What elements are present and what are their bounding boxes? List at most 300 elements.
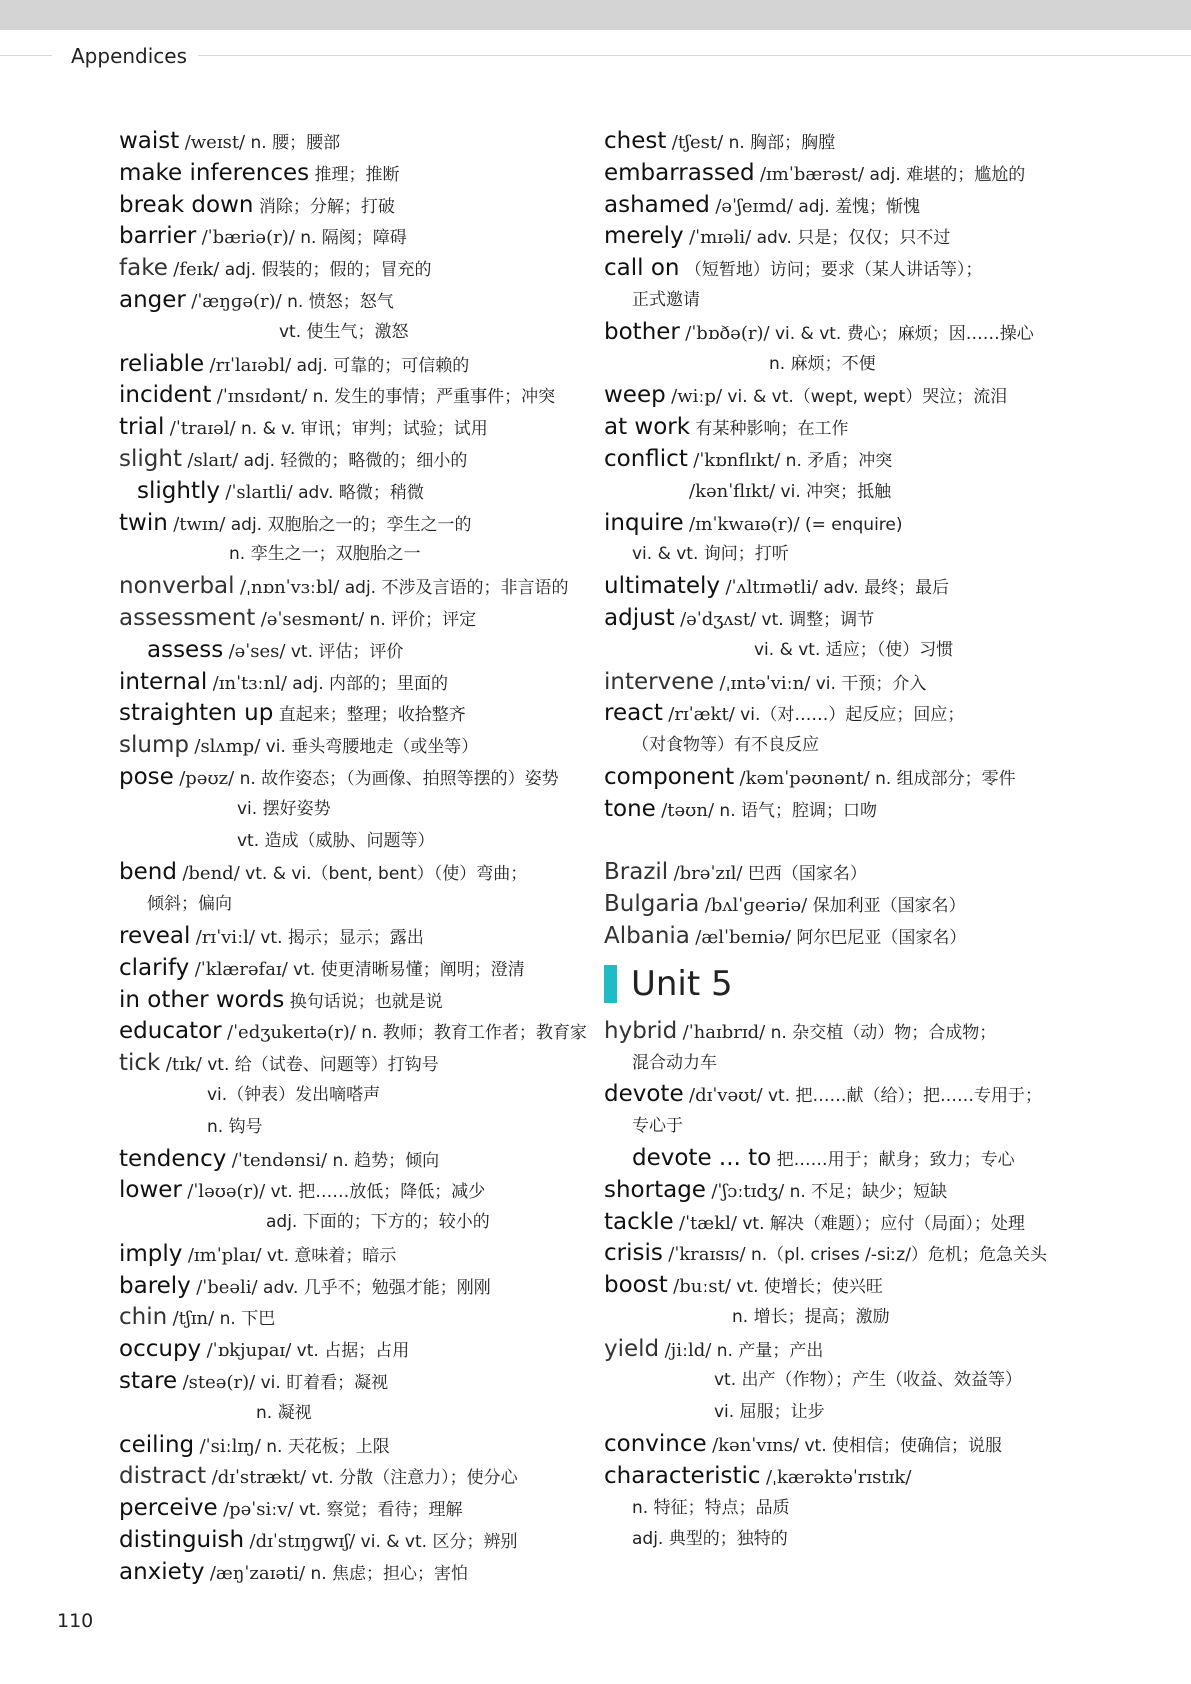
definition: n. 焦虑；担心；害怕 [310,1563,469,1584]
headword: chest [604,128,667,154]
phonetic: /bend/ [182,863,240,885]
vocab-entry [119,857,589,889]
vocab-entry [119,762,589,794]
vocab-entry [119,1144,589,1176]
phonetic: /tɪk/ [165,1054,202,1076]
phonetic: /kəmˈpəʊnənt/ [739,767,870,789]
phonetic: /ˈkraɪsɪs/ [668,1244,746,1266]
phonetic: /buːst/ [673,1276,731,1298]
vocab-entry [119,1366,589,1398]
phonetic: /bʌlˈɡeəriə/ [704,895,808,917]
phonetic: /ˈsiːlɪŋ/ [199,1435,261,1457]
definition: vt. 把……献（给）；把……专用于； [768,1086,1043,1107]
definition: vt. & vi.（bent, bent）（使）弯曲； [245,864,528,885]
phonetic: /dɪˈstrækt/ [211,1467,307,1489]
unit-title: Unit 5 [631,964,733,1005]
vocab-entry [119,889,589,921]
definition: n. 麻烦；不便 [769,353,876,374]
definition: adj. 可靠的；可信赖的 [296,355,470,376]
headword: conflict [604,445,688,472]
definition: vt. 出产（作物）；产生（收益、效益等） [714,1370,1023,1391]
vocab-entry [604,1175,1074,1207]
vocab-entry [604,126,1074,158]
phonetic: /ˈɪnsɪdənt/ [216,386,308,408]
headword: intervene [604,668,715,695]
headword: tick [119,1050,161,1077]
vocab-entry [604,380,1074,412]
phonetic: /ˌnɒnˈvɜːbl/ [239,577,340,599]
phonetic: /ɪnˈtɜːnl/ [212,672,287,694]
phonetic: /æŋˈzaɪəti/ [209,1562,306,1584]
vocab-entry [119,921,589,953]
vocab-entry [604,603,1074,635]
phonetic: /feɪk/ [173,259,220,281]
headword: ceiling [119,1431,195,1458]
definition: n. 孪生之一；双胞胎之一 [229,544,421,565]
vocab-entry [604,1048,1074,1080]
vocab-entry [604,1016,1074,1048]
headword: twin [119,509,168,536]
definition: 直起来；整理；收拾整齐 [278,705,466,726]
phonetic: /təʊn/ [661,799,715,821]
headword: tone [604,795,656,822]
definition: vi. 干预；介入 [815,673,927,694]
definition: n. 教师；教育工作者；教育家 [361,1023,587,1044]
header-rule-left [0,55,52,56]
definition: adj. 轻微的；略微的；细小的 [243,450,468,471]
definition: n. 产量；产出 [716,1340,824,1361]
phonetic: /ˈtraɪəl/ [169,418,236,440]
definition: adj. 不涉及言语的；非言语的 [344,578,569,599]
headword: hybrid [604,1017,678,1044]
vocab-entry [119,380,589,412]
definition: n. 不足；缺少；短缺 [789,1181,948,1202]
headword: trial [119,414,165,441]
definition: 有某种影响；在工作 [695,419,849,440]
definition: vi.（对……）起反应；回应； [740,705,965,726]
vocab-entry [604,221,1074,253]
definition: adv. 最终；最后 [823,578,950,599]
page-header-title: Appendices [71,44,188,68]
definition: adj. 难堪的；尴尬的 [869,164,1026,185]
headword: boost [604,1272,668,1299]
phonetic: /dɪˈvəʊt/ [689,1085,763,1107]
phonetic: /slʌmp/ [194,736,261,758]
definition: 阿尔巴尼亚（国家名） [796,927,967,948]
phonetic: /twɪn/ [173,513,226,535]
definition: vt. 揭示；显示；露出 [260,927,424,948]
headword: fake [119,255,168,282]
vocab-entry [119,1525,589,1557]
headword: shortage [604,1176,706,1203]
headword: stare [119,1368,178,1395]
definition: n. 故作姿态；（为画像、拍照等摆的）姿势 [239,768,559,789]
definition: 推理；推断 [314,164,400,185]
vocab-entry [119,1557,589,1589]
definition: 专心于 [632,1116,683,1137]
vocab-entry [119,794,589,826]
vocab-entry [604,1397,1074,1429]
definition: adv. 几乎不；勉强才能；刚刚 [263,1277,491,1298]
phonetic: /ˌkærəktəˈrɪstɪk/ [765,1466,912,1488]
definition: vt. 察觉；看待；理解 [298,1500,463,1521]
phonetic: /ˈkɒnflɪkt/ [693,449,781,471]
definition: adv. 略微；稍微 [298,482,424,503]
headword: occupy [119,1336,202,1363]
vocab-entry [119,539,589,571]
vocab-entry [604,698,1074,730]
vocab-entry [604,349,1074,381]
definition: n. 评价；评定 [369,609,477,630]
phonetic: /tʃest/ [671,132,724,153]
unit-accent-bar [604,965,617,1003]
vocab-entry [119,571,589,603]
headword: Bulgaria [604,891,700,918]
definition: 换句话说；也就是说 [289,991,443,1012]
phonetic: /ˈɒkjupaɪ/ [206,1340,292,1362]
definition: n. 杂交植（动）物；合成物； [770,1022,997,1043]
headword: pose [119,763,174,790]
headword: waist [119,128,180,154]
vocab-entry [604,1429,1074,1461]
vocab-entry [604,794,1074,826]
headword: perceive [119,1495,218,1522]
vocab-entry [119,985,589,1017]
headword: component [604,763,735,790]
vocab-entry [604,412,1074,444]
definition: n. 特征；特点；品质 [632,1497,790,1518]
vocab-entry [604,158,1074,190]
vocab-entry [119,158,589,190]
vocab-entry [604,285,1074,317]
vocab-entry [604,1207,1074,1239]
phonetic: /ˈæŋɡə(r)/ [191,290,282,312]
phonetic: /ˈbeəli/ [196,1276,258,1298]
page-number: 110 [57,1610,94,1632]
vocab-entry [119,285,589,317]
headword: call on [604,255,680,282]
vocab-entry [119,1080,589,1112]
phonetic: /ˈmɪəli/ [689,227,752,249]
headword: assess [147,636,224,663]
phonetic: /rɪˈviːl/ [195,926,255,948]
definition: vi. & vt.（wept, wept）哭泣；流泪 [727,387,1008,408]
headword: barely [119,1272,191,1299]
definition: vi. 垂头弯腰地走（或坐等） [265,737,479,758]
phonetic: /rɪˈlaɪəbl/ [209,354,292,376]
definition: 巴西（国家名） [747,864,867,885]
vocab-entry [604,1461,1074,1493]
definition: 混合动力车 [632,1052,717,1073]
headword: break down [119,191,254,218]
vocab-entry [119,1239,589,1271]
definition: （短暂地）访问；要求（某人讲话等）； [684,260,983,281]
headword: assessment [119,604,256,631]
vocab-entry [604,508,1074,540]
definition: vi. & vt. 费心；麻烦；因……操心 [774,323,1034,344]
phonetic: /ˈbɒðə(r)/ [685,322,770,344]
vocab-entry [604,444,1074,476]
vocab-entry [119,476,589,508]
vocab-entry [604,1524,1074,1556]
definition: vt. 使生气；激怒 [279,321,409,342]
vocab-entry [604,921,1074,953]
headword: merely [604,223,684,250]
headword: Albania [604,922,690,949]
phonetic: /wiːp/ [671,386,723,408]
vocab-entry [119,221,589,253]
headword: inquire [604,509,684,536]
vocab-entry [119,1461,589,1493]
headword: nonverbal [119,573,235,600]
headword: barrier [119,223,197,250]
definition: adj. 假装的；假的；冒充的 [224,260,432,281]
headword: distinguish [119,1527,245,1554]
definition: adj. 内部的；里面的 [292,673,449,694]
definition: vt. 把……放低；降低；减少 [270,1182,486,1203]
headword: anger [119,286,186,313]
vocab-entry [604,571,1074,603]
headword: reliable [119,350,205,377]
definition: n. 下巴 [219,1309,276,1330]
phonetic: /pəʊz/ [179,767,235,789]
vocab-entry [119,508,589,540]
top-bar [0,0,1191,30]
definition: n. 凝视 [256,1402,312,1423]
vocab-entry [119,953,589,985]
phonetic: /əˈsesmənt/ [260,608,365,630]
unit-heading [604,953,1074,1016]
definition: n. 增长；提高；激励 [732,1306,890,1327]
headword: distract [119,1463,207,1490]
definition: vt. 给（试卷、问题等）打钩号 [207,1055,439,1076]
vocab-entry [604,635,1074,667]
vocab-entry [604,1302,1074,1334]
vocab-entry [604,1079,1074,1111]
headword: make inferences [119,159,310,186]
phonetic: /ˈslaɪtli/ [225,481,293,503]
vocab-entry [604,762,1074,794]
vocab-entry [119,349,589,381]
headword: convince [604,1431,707,1458]
vocab-entry [119,1112,589,1144]
headword: Brazil [604,859,669,886]
right-column [604,126,1074,1556]
definition: adj. 典型的；独特的 [632,1529,788,1550]
phonetic: /ɪnˈkwaɪə(r)/ [689,513,800,535]
vocab-entry [119,1334,589,1366]
definition: n. & v. 审讯；审判；试验；试用 [240,419,488,440]
phonetic: /pəˈsiːv/ [223,1499,294,1521]
vocab-entry [119,1016,589,1048]
phonetic: /ˈtækl/ [679,1212,737,1234]
phonetic: /ˈtendənsi/ [231,1149,328,1171]
definition: vt. 意味着；暗示 [266,1245,397,1266]
vocab-entry [604,1143,1074,1175]
headword: anxiety [119,1558,205,1585]
definition: n. 矛盾；冲突 [785,450,893,471]
vocab-entry [119,317,589,349]
phonetic: /ˈʌltɪmətli/ [725,577,818,599]
phonetic: /ˌɪntəˈviːn/ [719,672,811,694]
headword: reveal [119,922,191,949]
phonetic: /ˈhaɪbrɪd/ [682,1021,766,1043]
phonetic: /steə(r)/ [182,1372,256,1394]
definition: vt. 使增长；使兴旺 [736,1277,883,1298]
headword: devote ... to [632,1144,772,1171]
phonetic: /slaɪt/ [187,449,239,471]
definition: n. 腰；腰部 [250,133,341,153]
headword: weep [604,382,666,409]
phonetic: /jiːld/ [664,1339,712,1361]
vocab-entry [119,826,589,858]
vocab-entry [604,539,1074,571]
definition: adj. 羞愧；惭愧 [798,196,921,217]
phonetic: /dɪˈstɪŋɡwɪʃ/ [249,1531,356,1553]
definition: n. 组成部分；零件 [875,768,1016,789]
headword: yield [604,1335,660,1362]
definition: n. 隔阂；障碍 [300,228,407,249]
definition: vi.（钟表）发出嘀嗒声 [207,1084,381,1105]
vocab-entry [604,1270,1074,1302]
headword: slight [119,445,182,472]
definition: n. 天花板；上限 [266,1436,390,1457]
phonetic: /kənˈflɪkt/ [689,480,776,502]
vocab-entry [119,1302,589,1334]
definition: adj. 双胞胎之一的；孪生之一的 [230,514,472,535]
definition: 保加利亚（国家名） [812,896,966,917]
vocab-entry [604,476,1074,508]
headword: clarify [119,954,190,981]
headword: bend [119,859,177,886]
definition: adj. 下面的；下方的；较小的 [266,1212,490,1233]
phonetic: /ˈləʊə(r)/ [187,1181,266,1203]
headword: devote [604,1081,684,1108]
vocab-entry [604,1111,1074,1143]
phonetic: /ˈbæriə(r)/ [201,227,295,249]
headword: crisis [604,1240,663,1267]
vocab-entry [119,1493,589,1525]
definition: vi. 冲突；抵触 [780,481,892,502]
definition: n. 语气；腔调；口吻 [719,800,878,821]
definition: n. 发生的事情；严重事件；冲突 [312,387,556,408]
vocab-entry [604,730,1074,762]
definition: vi. & vt. 适应；（使）习惯 [754,639,954,660]
definition: vi. 屈服；让步 [714,1402,825,1423]
header-rule-right [198,55,1191,56]
vocab-entry [604,857,1074,889]
phonetic: /rɪˈækt/ [668,704,735,726]
definition: vt. 占据；占用 [296,1341,410,1362]
headword: ashamed [604,191,710,218]
phonetic: /kənˈvɪns/ [712,1435,800,1457]
vocab-entry [119,1175,589,1207]
definition: vt. 造成（威胁、问题等） [237,830,435,851]
definition: vi. 盯着看；凝视 [260,1373,389,1394]
vocab-entry [119,698,589,730]
vocab-entry [604,253,1074,285]
headword: straighten up [119,700,274,727]
vocab-entry [119,253,589,285]
headword: incident [119,382,212,409]
definition: vt. 评估；评价 [290,641,404,662]
headword: imply [119,1240,183,1267]
vocab-entry [604,1238,1074,1270]
headword: characteristic [604,1462,761,1489]
phonetic: /brəˈzɪl/ [673,863,743,885]
headword: bother [604,318,680,345]
vocab-entry [119,126,589,158]
definition: vt. 使更清晰易懂；阐明；澄清 [293,959,525,980]
definition: 把……用于；献身；致力；专心 [776,1149,1015,1170]
vocab-entry [119,1398,589,1430]
vocab-entry [604,667,1074,699]
headword: lower [119,1177,182,1204]
phonetic: /ˈklærəfaɪ/ [194,958,288,980]
left-column [119,126,589,1589]
phonetic: /ɪmˈplaɪ/ [187,1244,262,1266]
vocab-entry [119,190,589,222]
vocab-entry [604,190,1074,222]
vocab-entry [119,1430,589,1462]
phonetic: /ˈʃɔːtɪdʒ/ [711,1180,785,1202]
vocab-entry [604,317,1074,349]
headword: adjust [604,604,675,631]
phonetic: /weɪst/ [184,132,246,153]
headword: ultimately [604,573,721,600]
definition: vt. 分散（注意力）；使分心 [311,1468,518,1489]
phonetic: /əˈʃeɪmd/ [715,195,793,217]
headword: tendency [119,1145,227,1172]
phonetic: /tʃɪn/ [172,1308,215,1330]
phonetic: /əˈdʒʌst/ [680,608,757,630]
definition: （对食物等）有不良反应 [632,735,819,756]
definition: vi. & vt. 询问；打听 [632,544,789,565]
headword: react [604,700,663,727]
vocab-entry [119,444,589,476]
vocab-entry [604,889,1074,921]
headword: tackle [604,1208,674,1235]
definition: (= enquire) [804,514,903,535]
definition: n. 愤怒；怒气 [287,291,394,312]
headword: slump [119,732,189,759]
vocab-entry [604,1334,1074,1366]
vocab-entry [119,412,589,444]
headword: embarrassed [604,159,755,186]
definition: n. 胸部；胸膛 [728,133,836,153]
definition: n. 趋势；倾向 [332,1150,440,1171]
phonetic: /əˈses/ [228,640,286,662]
definition: vi. 摆好姿势 [237,798,331,819]
headword: chin [119,1304,168,1331]
vocab-entry [119,603,589,635]
vocab-entry [119,635,589,667]
vocab-entry [119,667,589,699]
definition: 消除；分解；打破 [258,196,395,217]
vocab-entry [119,730,589,762]
vocab-entry [604,1493,1074,1525]
vocab-entry [119,1048,589,1080]
headword: educator [119,1018,222,1045]
definition: adv. 只是；仅仅；只不过 [756,228,951,249]
definition: vt. 调整；调节 [761,609,875,630]
headword: slightly [137,477,220,504]
definition: n. 钩号 [207,1116,263,1137]
spacer [604,826,1074,858]
vocab-entry [119,1271,589,1303]
phonetic: /ælˈbeɪniə/ [695,926,791,948]
vocab-entry [119,1207,589,1239]
